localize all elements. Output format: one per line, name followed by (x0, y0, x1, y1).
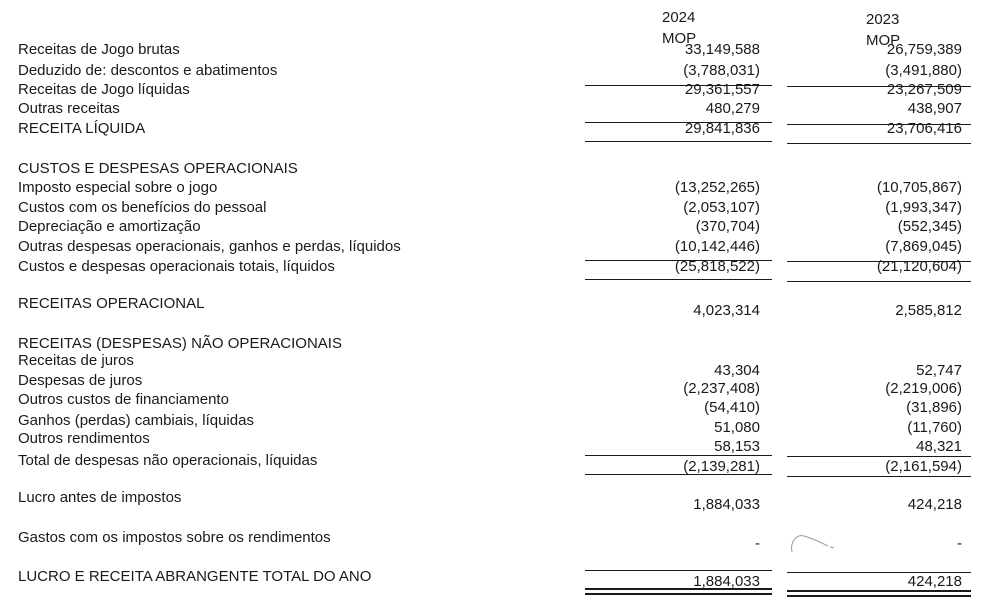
value-2023: (552,345) (897, 218, 962, 235)
value-2024: 4,023,314 (693, 302, 760, 319)
total-rule-2024 (585, 141, 772, 142)
row-label: Receitas de Jogo líquidas (18, 81, 190, 98)
value-2023: 52,747 (916, 362, 962, 379)
value-2023: 48,321 (916, 438, 962, 455)
value-2024: - (755, 535, 760, 552)
value-2023: (10,705,867) (876, 179, 962, 196)
row-other-revenue (0, 99, 998, 118)
value-2024: 1,884,033 (693, 573, 760, 590)
total-rule-2024 (585, 279, 772, 280)
value-2023: (2,219,006) (885, 380, 962, 397)
grand-total-double-rule-2024 (585, 588, 772, 595)
value-2023: 424,218 (907, 573, 962, 590)
value-2023: (2,161,594) (885, 458, 962, 475)
value-2024: (2,237,408) (683, 380, 760, 397)
total-rule-2023 (787, 476, 971, 477)
row-profit-before-tax-values (0, 495, 998, 514)
row-label: Custos e despesas operacionais totais, líquidos (18, 258, 335, 275)
value-2024: (2,139,281) (683, 458, 760, 475)
unit-2023-header: MOP (866, 32, 901, 49)
subtotal-rule-2023 (787, 124, 971, 125)
year-2023-header: 2023 (866, 11, 900, 28)
row-employee-benefits (0, 198, 998, 217)
unit-2024-header: MOP (662, 30, 697, 47)
value-2024: (10,142,446) (674, 238, 760, 255)
row-label: Outras receitas (18, 100, 120, 117)
value-2024: (2,053,107) (683, 199, 760, 216)
value-2024: 480,279 (705, 100, 760, 117)
value-2023: 438,907 (907, 100, 962, 117)
row-label: Despesas de juros (18, 372, 143, 389)
row-fx-gains-losses (0, 411, 998, 436)
subtotal-rule-2024 (585, 455, 772, 456)
row-special-gaming-tax (0, 178, 998, 197)
row-label: Gastos com os impostos sobre os rendimentos (18, 529, 331, 546)
year-2024-header: 2024 (662, 9, 696, 26)
row-total-non-operating (0, 451, 998, 475)
grand-total-top-rule-2023 (787, 572, 971, 573)
total-rule-2024 (585, 474, 772, 475)
value-2023: 2,585,812 (895, 302, 962, 319)
value-2023: (3,491,880) (885, 62, 962, 79)
value-2024: (25,818,522) (674, 258, 760, 275)
value-2023: 424,218 (907, 496, 962, 513)
value-2024: (370,704) (695, 218, 760, 235)
value-2023: 23,267,509 (886, 81, 962, 98)
row-interest-expense (0, 371, 998, 397)
row-depreciation (0, 217, 998, 236)
value-2024: 33,149,588 (684, 41, 760, 58)
value-2024: (3,788,031) (683, 62, 760, 79)
row-label: LUCRO E RECEITA ABRANGENTE TOTAL DO ANO (18, 568, 372, 585)
row-other-financing-costs (0, 390, 998, 416)
value-2023: (7,869,045) (885, 238, 962, 255)
row-label: Receitas de juros (18, 352, 134, 369)
total-rule-2023 (787, 281, 971, 282)
row-operating-income-values (0, 301, 998, 320)
subtotal-rule-2024 (585, 85, 772, 86)
value-2023: 26,759,389 (886, 41, 962, 58)
row-net-revenue (0, 119, 998, 138)
row-other-income (0, 429, 998, 455)
row-label: Outros rendimentos (18, 430, 150, 447)
pen-mark (788, 528, 843, 558)
row-discounts (0, 61, 998, 80)
row-label: Depreciação e amortização (18, 218, 201, 235)
row-label: Lucro antes de impostos (18, 489, 182, 506)
row-label: Custos com os benefícios do pessoal (18, 199, 267, 216)
row-label: RECEITAS OPERACIONAL (18, 295, 205, 312)
row-label: Outras despesas operacionais, ganhos e perdas, líquidos (18, 238, 401, 255)
value-2024: (13,252,265) (674, 179, 760, 196)
row-total-operating-costs (0, 257, 998, 276)
row-label: Deduzido de: descontos e abatimentos (18, 62, 278, 79)
value-2023: (21,120,604) (876, 258, 962, 275)
value-2024: 29,361,557 (684, 81, 760, 98)
value-2023: 23,706,416 (886, 120, 962, 137)
value-2024: 1,884,033 (693, 496, 760, 513)
grand-total-double-rule-2023 (787, 590, 971, 597)
subtotal-rule-2024 (585, 260, 772, 261)
row-label: Receitas de Jogo brutas (18, 41, 180, 58)
value-2024: 51,080 (714, 419, 760, 436)
value-2024: 43,304 (714, 362, 760, 379)
row-label: Ganhos (perdas) cambiais, líquidas (18, 412, 254, 429)
value-2023: - (957, 535, 962, 552)
value-2023: (1,993,347) (885, 199, 962, 216)
section-heading: CUSTOS E DESPESAS OPERACIONAIS (18, 160, 298, 177)
section-heading-operating-costs (0, 159, 998, 178)
row-label: Imposto especial sobre o jogo (18, 179, 218, 196)
value-2024: 29,841,836 (684, 120, 760, 137)
value-2023: (11,760) (907, 419, 962, 436)
section-heading: RECEITAS (DESPESAS) NÃO OPERACIONAIS (18, 335, 342, 352)
value-2024: 58,153 (714, 438, 760, 455)
value-2024: (54,410) (704, 399, 760, 416)
row-label: Outros custos de financiamento (18, 391, 229, 408)
subtotal-rule-2023 (787, 261, 971, 262)
row-income-tax (0, 528, 998, 552)
row-net-gaming-revenue (0, 80, 998, 99)
grand-total-top-rule-2024 (585, 570, 772, 571)
subtotal-rule-2023 (787, 456, 971, 457)
subtotal-rule-2024 (585, 122, 772, 123)
total-rule-2023 (787, 143, 971, 144)
row-gross-gaming-revenue (0, 40, 998, 59)
value-2023: (31,896) (906, 399, 962, 416)
row-label: Total de despesas não operacionais, líquidas (18, 452, 318, 469)
row-label: RECEITA LÍQUIDA (18, 120, 146, 137)
row-other-operating-expenses (0, 237, 998, 256)
subtotal-rule-2023 (787, 86, 971, 87)
row-total-comprehensive-income (0, 567, 998, 590)
